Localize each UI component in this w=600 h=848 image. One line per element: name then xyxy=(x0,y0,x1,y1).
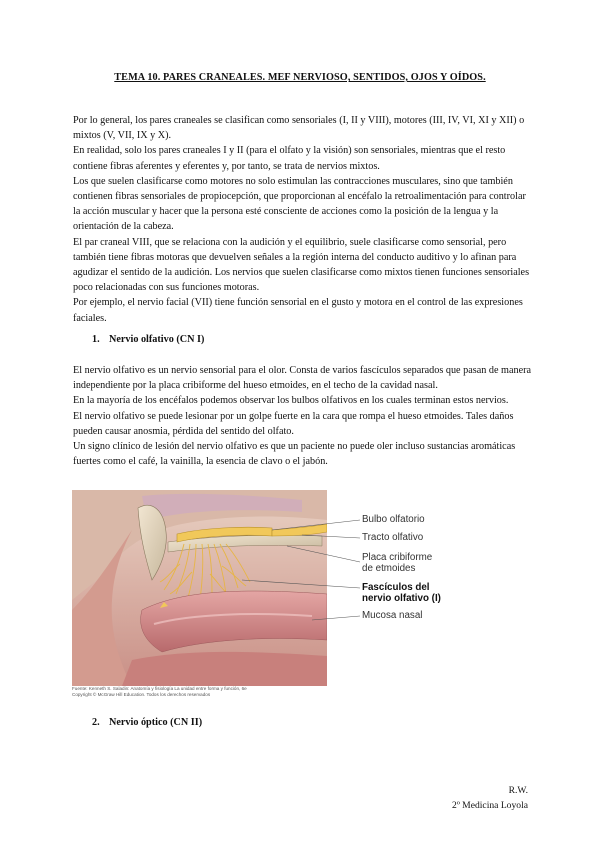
section-title: Nervio óptico (CN II) xyxy=(109,717,203,728)
caption-line: Fuente: Kenneth S. Saladin: Anatomía y fisiología La unidad entre forma y función, 6e xyxy=(72,686,247,691)
paragraph: Por lo general, los pares craneales se clasifican como sensoriales (I, II y VIII), motores (III, IV, VI, XI y XII) o mixtos (V, VII, IX y X). xyxy=(73,115,525,142)
paragraph: En la mayoría de los encéfalos podemos observar los bulbos olfativos en los cuales terminan estos nervios. xyxy=(73,395,509,407)
paragraph: El par craneal VIII, que se relaciona con la audición y el equilibrio, suele clasificarse como sensorial, pero también tiene fibras motoras que devuelven señales a la región interna del conducto auditivo y lo afinan para agudizar el sentido de la audición. Los nervios que suelen clasificarse como mixtos tienen funciones sensoriales poco relacionadas con sus funciones motoras. xyxy=(73,236,530,294)
paragraph: Los que suelen clasificarse como motores no solo estimulan las contracciones musculares, sino que también contienen fibras sensoriales de propiocepción, que proporcionan al encéfalo la retroalimentación para controlar la acción muscular y hacer que la persona esté consciente de acciones como la posición de la lengua y la orientación de la cabeza. xyxy=(73,175,526,233)
label-line: Fascículos del xyxy=(362,582,430,593)
label-line: Placa cribiforme xyxy=(362,552,433,563)
paragraph: El nervio olfativo es un nervio sensorial para el olor. Consta de varios fascículos separados que pasan de manera independiente por la placa cribiforme del hueso etmoides, en el techo de la cavidad nasal. xyxy=(73,365,532,392)
caption-line: Copyright © McGraw Hill Education. Todos los derechos reservados xyxy=(72,691,211,697)
section-heading-optico xyxy=(92,717,202,728)
figure-caption xyxy=(72,686,372,697)
section-number: 2. xyxy=(92,717,100,728)
section-title: Nervio olfativo (CN I) xyxy=(109,334,205,345)
label-leader-lines xyxy=(72,490,364,686)
document-title: TEMA 10. PARES CRANEALES. MEF NERVIOSO, SENTIDOS, OJOS Y OÍDOS. xyxy=(114,72,486,83)
paragraph: Por ejemplo, el nervio facial (VII) tiene función sensorial en el gusto y motora en el control de las expresiones faciales. xyxy=(73,297,523,324)
label-tracto-olfativo: Tracto olfativo xyxy=(362,532,424,543)
section1-text xyxy=(73,363,531,469)
label-mucosa-nasal: Mucosa nasal xyxy=(362,610,423,621)
label-placa-cribiforme xyxy=(362,552,432,574)
paragraph: Un signo clínico de lesión del nervio olfativo es que un paciente no puede oler incluso sustancias aromáticas fuertes como el café, la vainilla, la esencia de clavo o el jabón. xyxy=(73,441,516,468)
label-bulbo-olfatorio: Bulbo olfatorio xyxy=(362,514,425,525)
label-line: de etmoides xyxy=(362,563,416,574)
section-number: 1. xyxy=(92,334,100,345)
paragraph: El nervio olfativo se puede lesionar por un golpe fuerte en la cara que rompa el hueso etmoides. Tales daños pueden causar anosmia, pérdida del sentido del olfato. xyxy=(73,410,514,437)
section-heading-olfativo xyxy=(92,334,204,345)
intro-text xyxy=(73,113,531,326)
footer-course: 2º Medicina Loyola xyxy=(452,800,528,811)
footer-initials: R.W. xyxy=(508,785,528,796)
olfactory-nerve-figure xyxy=(72,490,462,702)
paragraph: En realidad, solo los pares craneales I y II (para el olfato y la visión) son sensoriales, mientras que el resto contiene fibras aferentes y eferentes y, por tanto, se trata de nervios mixtos. xyxy=(73,145,506,172)
label-fasciculos xyxy=(362,582,441,604)
label-line: nervio olfativo (I) xyxy=(362,593,441,604)
